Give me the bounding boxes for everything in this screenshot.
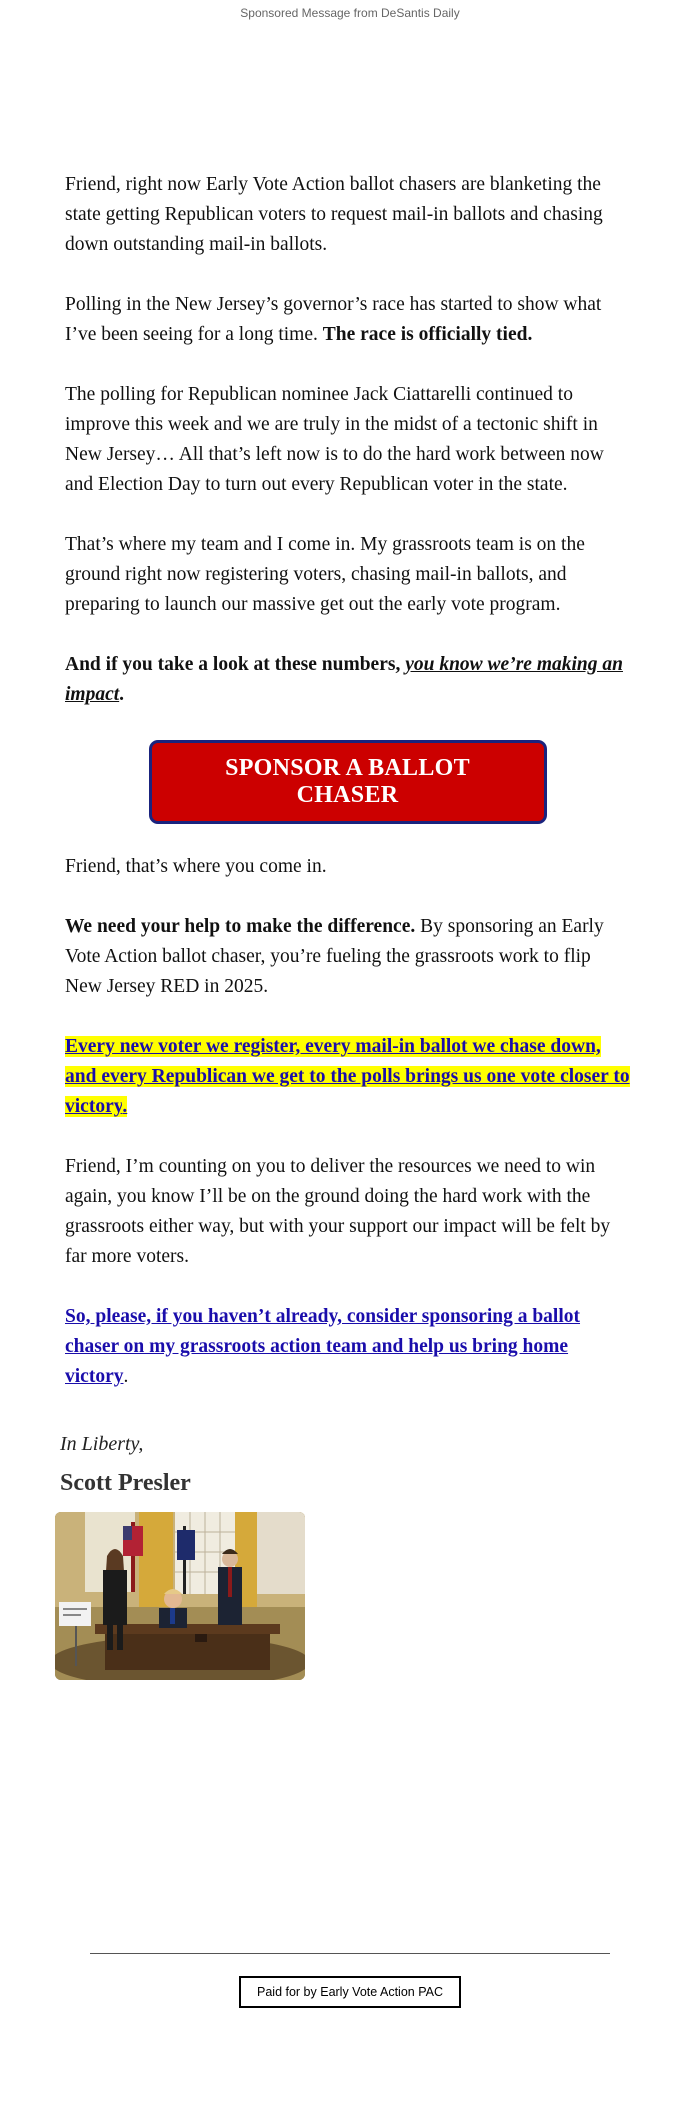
race-tied-text: The race is officially tied. [322, 324, 533, 345]
preheader: Sponsored Message from DeSantis Daily [240, 6, 460, 20]
oval-office-photo [55, 1512, 305, 1680]
signoff: In Liberty, [60, 1433, 144, 1455]
signature-name: Scott Presler [60, 1470, 191, 1496]
paragraph-10 [65, 1302, 630, 1392]
paragraph-3: The polling for Republican nominee Jack Ciattarelli continued to improve this week and we are truly in the midst of a tectonic shift in New Jersey… All that’s left now is to do the hard work between now and Election Day to turn out every Republican voter in the state. [65, 384, 604, 495]
sponsor-ballot-chaser-button[interactable]: SPONSOR A BALLOT CHASER [149, 740, 547, 824]
signature-block [60, 1433, 191, 1497]
paragraph-5-end: . [119, 684, 125, 705]
email-body [65, 170, 630, 1422]
paragraph-10-end: . [123, 1366, 129, 1387]
paragraph-5-lead: And if you take a look at these numbers, [65, 654, 406, 675]
impact-link[interactable]: you know we’re making an impact [65, 654, 623, 705]
paragraph-7-text: By sponsoring an Early Vote Action ballot chaser, you’re fueling the grassroots work to flip New Jersey RED in 2025. [65, 916, 604, 997]
paragraph-7-lead: We need your help to make the difference. [65, 916, 416, 937]
paid-for-disclaimer: Paid for by Early Vote Action PAC [239, 1976, 461, 2008]
highlighted-link[interactable]: Every new voter we register, every mail-in ballot we chase down, and every Republican we get to the polls brings us one vote closer to victory [65, 1036, 630, 1117]
paragraph-2-text: Polling in the New Jersey’s governor’s race has started to show what I’ve been seeing for a long time. [65, 294, 602, 345]
photo-illustration [55, 1512, 305, 1680]
paragraph-6: Friend, that’s where you come in. [65, 856, 327, 877]
paragraph-7 [65, 912, 630, 1002]
paragraph-4: That’s where my team and I come in. My grassroots team is on the ground right now registering voters, chasing mail-in ballots, and preparing to launch our massive get out the early vote program. [65, 534, 585, 615]
footer-divider [90, 1953, 610, 1954]
paragraph-9: Friend, I’m counting on you to deliver the resources we need to win again, you know I’ll be on the ground doing the hard work with the grassroots either way, but with your support our impact will be felt by far more voters. [65, 1156, 611, 1267]
sponsor-link[interactable]: So, please, if you haven’t already, consider sponsoring a ballot chaser on my grassroots action team and help us bring home victory [65, 1306, 581, 1387]
cta-wrapper [65, 740, 630, 824]
paragraph-5 [65, 650, 630, 710]
paragraph-2 [65, 290, 630, 350]
highlighted-link-end: . [122, 1096, 128, 1117]
paragraph-1: Friend, right now Early Vote Action ballot chasers are blanketing the state getting Republican voters to request mail-in ballots and chasing down outstanding mail-in ballots. [65, 174, 603, 255]
paragraph-8 [65, 1032, 630, 1122]
